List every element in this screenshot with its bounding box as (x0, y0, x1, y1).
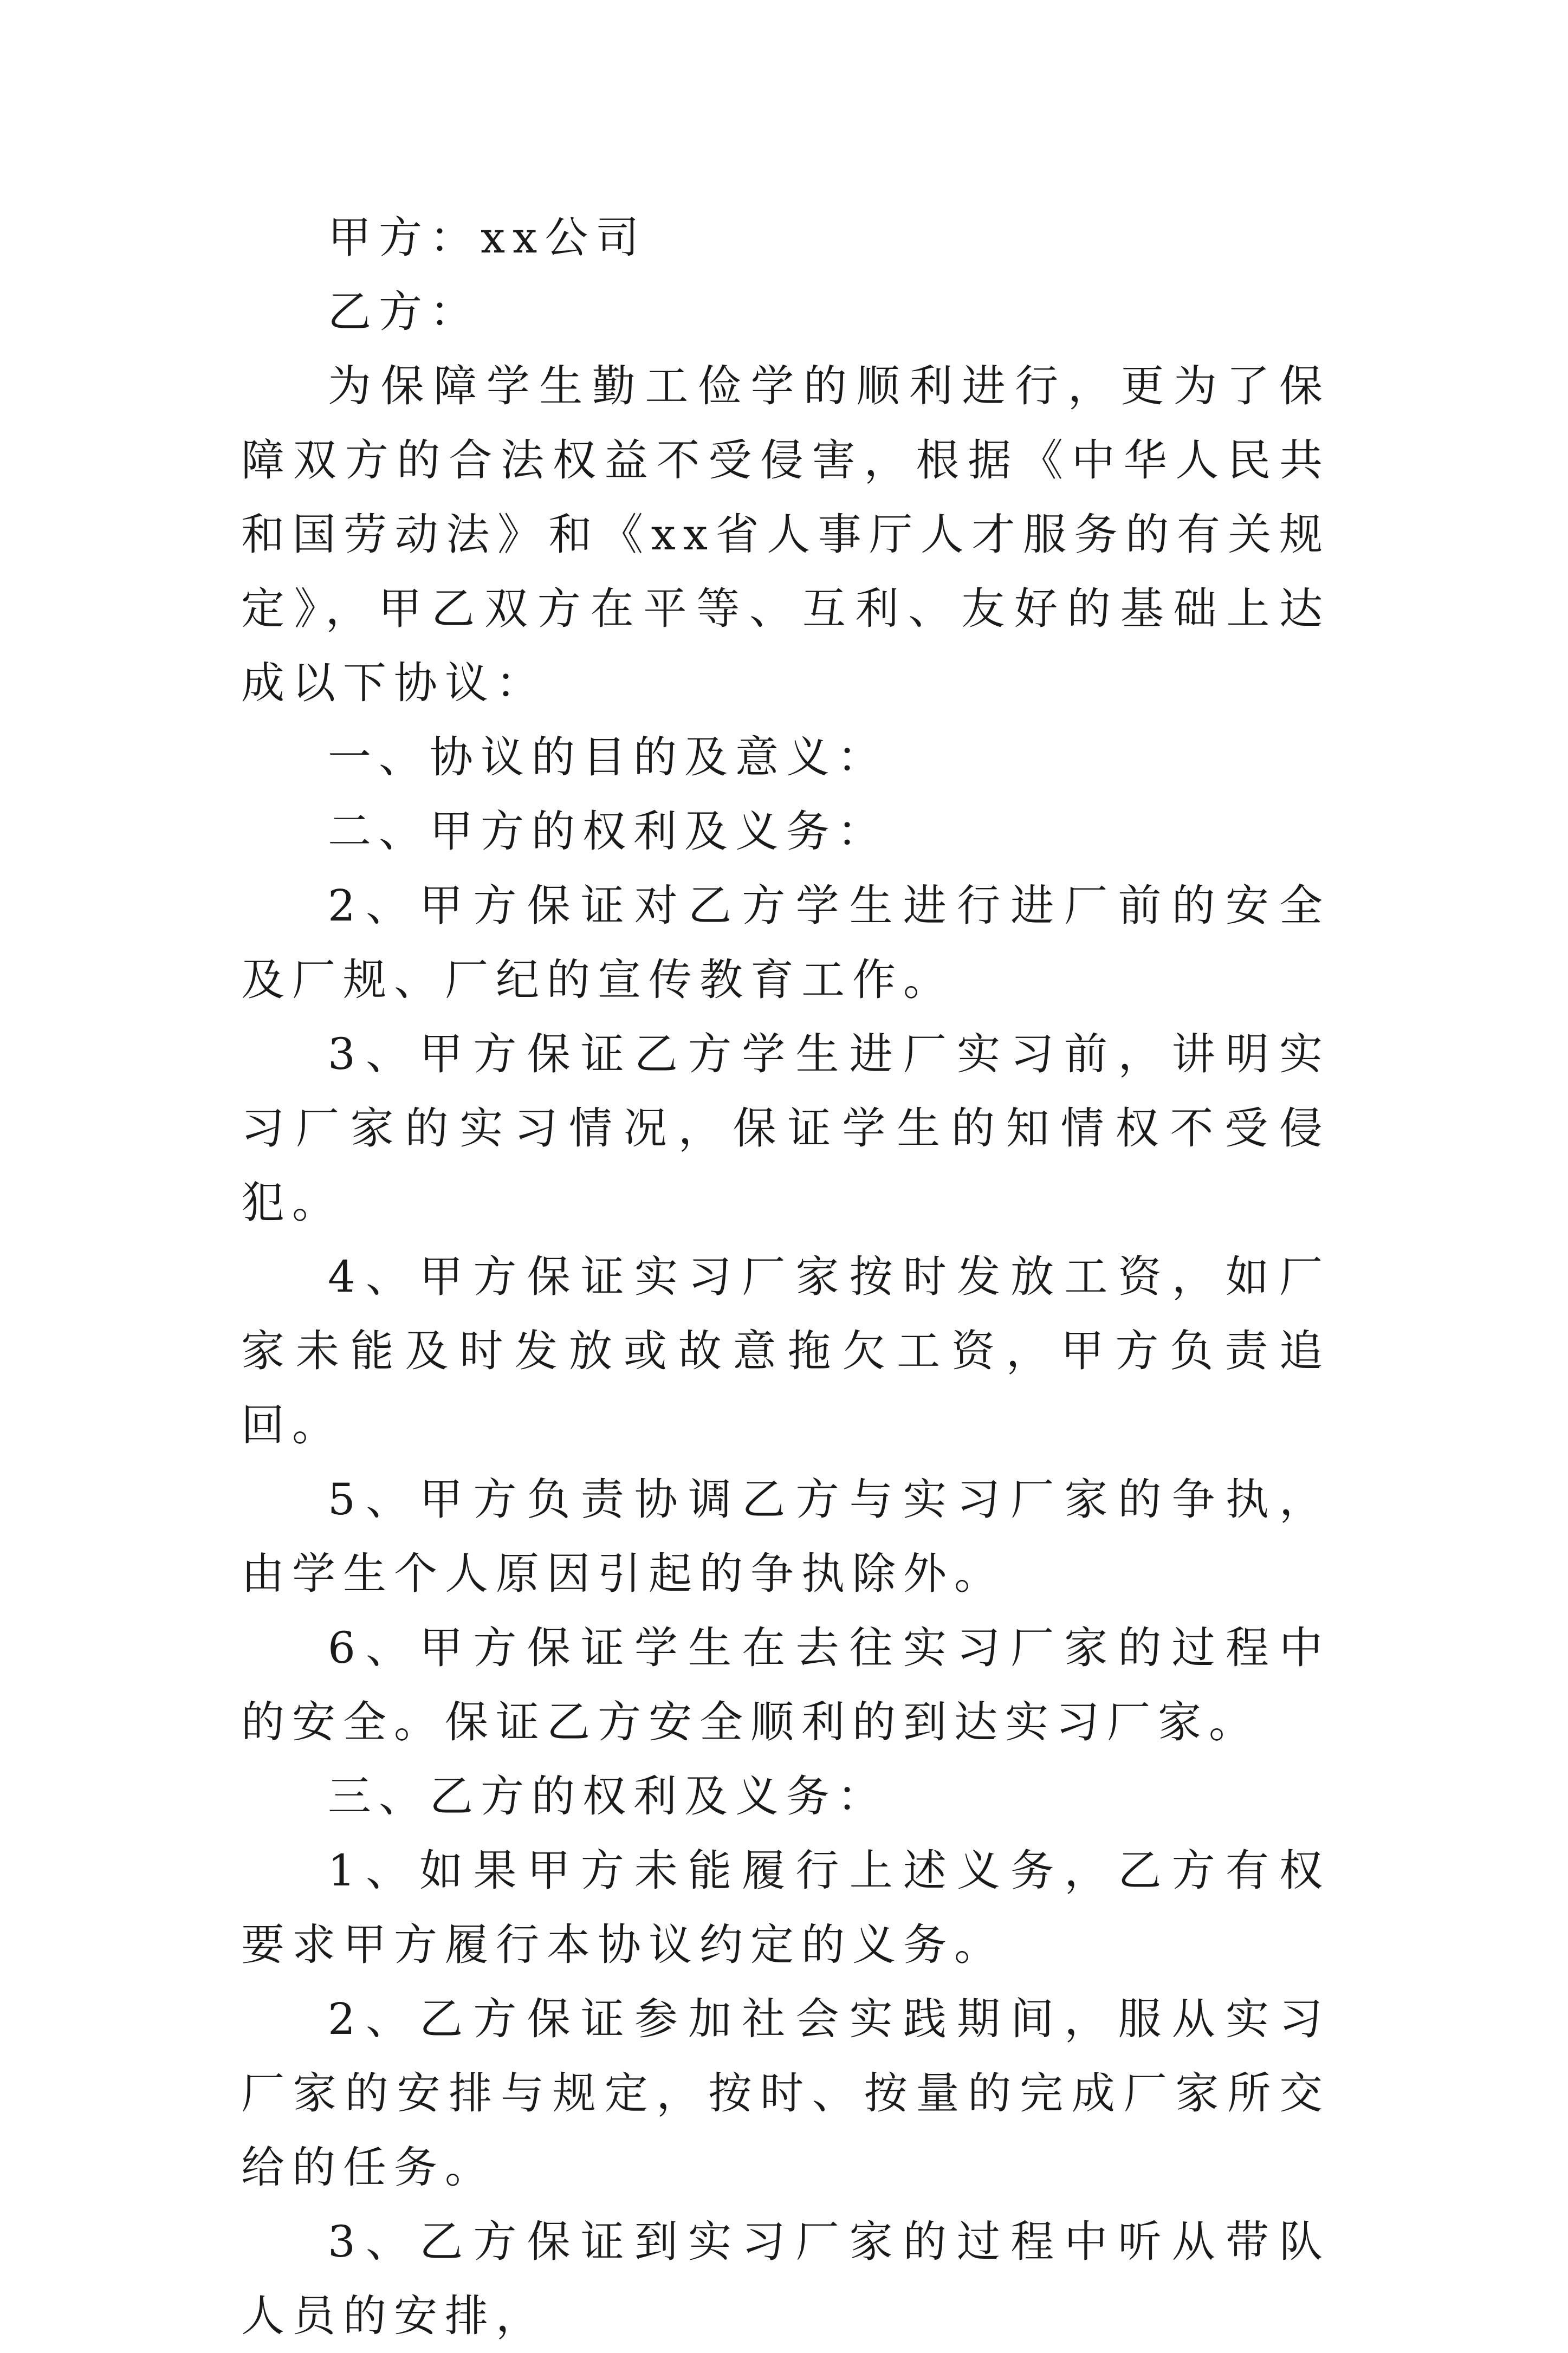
document-body (241, 200, 1330, 2353)
clause-2-2: 2、甲方保证对乙方学生进行进厂前的安全及厂规、厂纪的宣传教育工作。 (241, 880, 1330, 1005)
clause-3-1: 1、如果甲方未能履行上述义务，乙方有权要求甲方履行本协议约定的义务。 (241, 1845, 1330, 1970)
party-a-line: 甲方：xx公司 (328, 212, 647, 263)
section-2-heading: 二、甲方的权利及义务： (328, 806, 888, 857)
clause-3-2: 2、乙方保证参加社会实践期间，服从实习厂家的安排与规定，按时、按量的完成厂家所交给的任务。 (241, 1994, 1330, 2193)
section-1-heading: 一、协议的目的及意义： (328, 732, 888, 782)
preamble-paragraph: 为保障学生勤工俭学的顺利进行，更为了保障双方的合法权益不受侵害，根据《中华人民共和国劳动法》和《xx省人事厅人才服务的有关规定》，甲乙双方在平等、互利、友好的基础上达成以下协议： (241, 361, 1330, 708)
clause-2-5: 5、甲方负责协调乙方与实习厂家的争执，由学生个人原因引起的争执除外。 (241, 1474, 1330, 1599)
clause-2-3: 3、甲方保证乙方学生进厂实习前，讲明实习厂家的实习情况，保证学生的知情权不受侵犯。 (241, 1029, 1330, 1228)
clause-3-3: 3、乙方保证到实习厂家的过程中听从带队人员的安排， (241, 2216, 1330, 2341)
clause-2-4: 4、甲方保证实习厂家按时发放工资，如厂家未能及时发放或故意拖欠工资，甲方负责追回。 (241, 1252, 1330, 1450)
clause-2-6: 6、甲方保证学生在去往实习厂家的过程中的安全。保证乙方安全顺利的到达实习厂家。 (241, 1623, 1330, 1747)
section-3-heading: 三、乙方的权利及义务： (328, 1771, 888, 1822)
party-b-line: 乙方： (328, 287, 481, 337)
